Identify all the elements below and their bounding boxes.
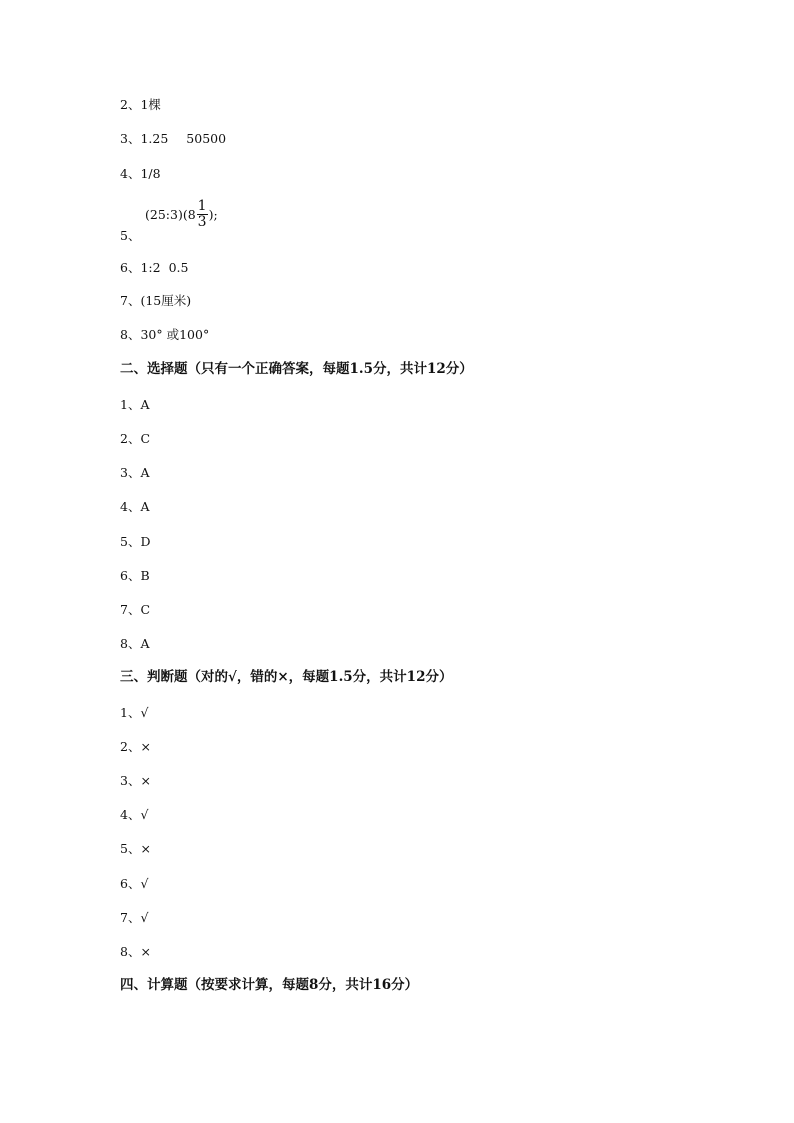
expression-part-b: ); — [208, 207, 218, 222]
expression-part-a: (25:3)(8 — [145, 207, 196, 222]
choice-answer-2: 2、C — [120, 431, 151, 446]
fraction — [197, 199, 208, 230]
choice-answer-3: 3、A — [120, 465, 150, 480]
fraction-denominator: 3 — [197, 214, 207, 230]
choice-answer-6: 6、B — [120, 568, 150, 583]
judge-answer-8: 8、× — [120, 944, 151, 959]
section3-heading: 三、判断题（对的√，错的×，每题1.5分，共计12分） — [120, 669, 453, 685]
answer-value-a: 1:2 — [140, 260, 161, 275]
fill-answer-4: 4、1/8 — [120, 166, 161, 181]
choice-answer-5: 5、D — [120, 534, 151, 549]
judge-answer-6: 6、√ — [120, 876, 149, 891]
judge-answer-5: 5、× — [120, 841, 151, 856]
section4-heading: 四、计算题（按要求计算，每题8分，共计16分） — [120, 977, 419, 993]
answer-value-b: 50500 — [186, 131, 227, 146]
choice-answer-1: 1、A — [120, 397, 150, 412]
section2-heading: 二、选择题（只有一个正确答案，每题1.5分，共计12分） — [120, 361, 473, 377]
fraction-numerator: 1 — [197, 198, 207, 214]
judge-answer-4: 4、√ — [120, 807, 149, 822]
fill-answer-7: 7、(15厘米) — [120, 293, 192, 308]
answer-value-b: 0.5 — [168, 260, 189, 275]
fill-answer-6 — [120, 260, 188, 276]
answer-number: 3、 — [120, 131, 141, 146]
answer-number: 6、 — [120, 260, 141, 275]
fill-answer-5-number: 5、 — [120, 228, 141, 243]
fill-answer-2: 2、1棵 — [120, 97, 161, 112]
fill-answer-3 — [120, 131, 226, 147]
answer-value-a: 1.25 — [140, 131, 169, 146]
judge-answer-2: 2、× — [120, 739, 151, 754]
choice-answer-4: 4、A — [120, 499, 150, 514]
judge-answer-3: 3、× — [120, 773, 151, 788]
choice-answer-7: 7、C — [120, 602, 151, 617]
fill-answer-5-expression — [145, 199, 218, 230]
fill-answer-8: 8、30° 或100° — [120, 327, 210, 342]
choice-answer-8: 8、A — [120, 636, 150, 651]
judge-answer-7: 7、√ — [120, 910, 149, 925]
judge-answer-1: 1、√ — [120, 705, 149, 720]
